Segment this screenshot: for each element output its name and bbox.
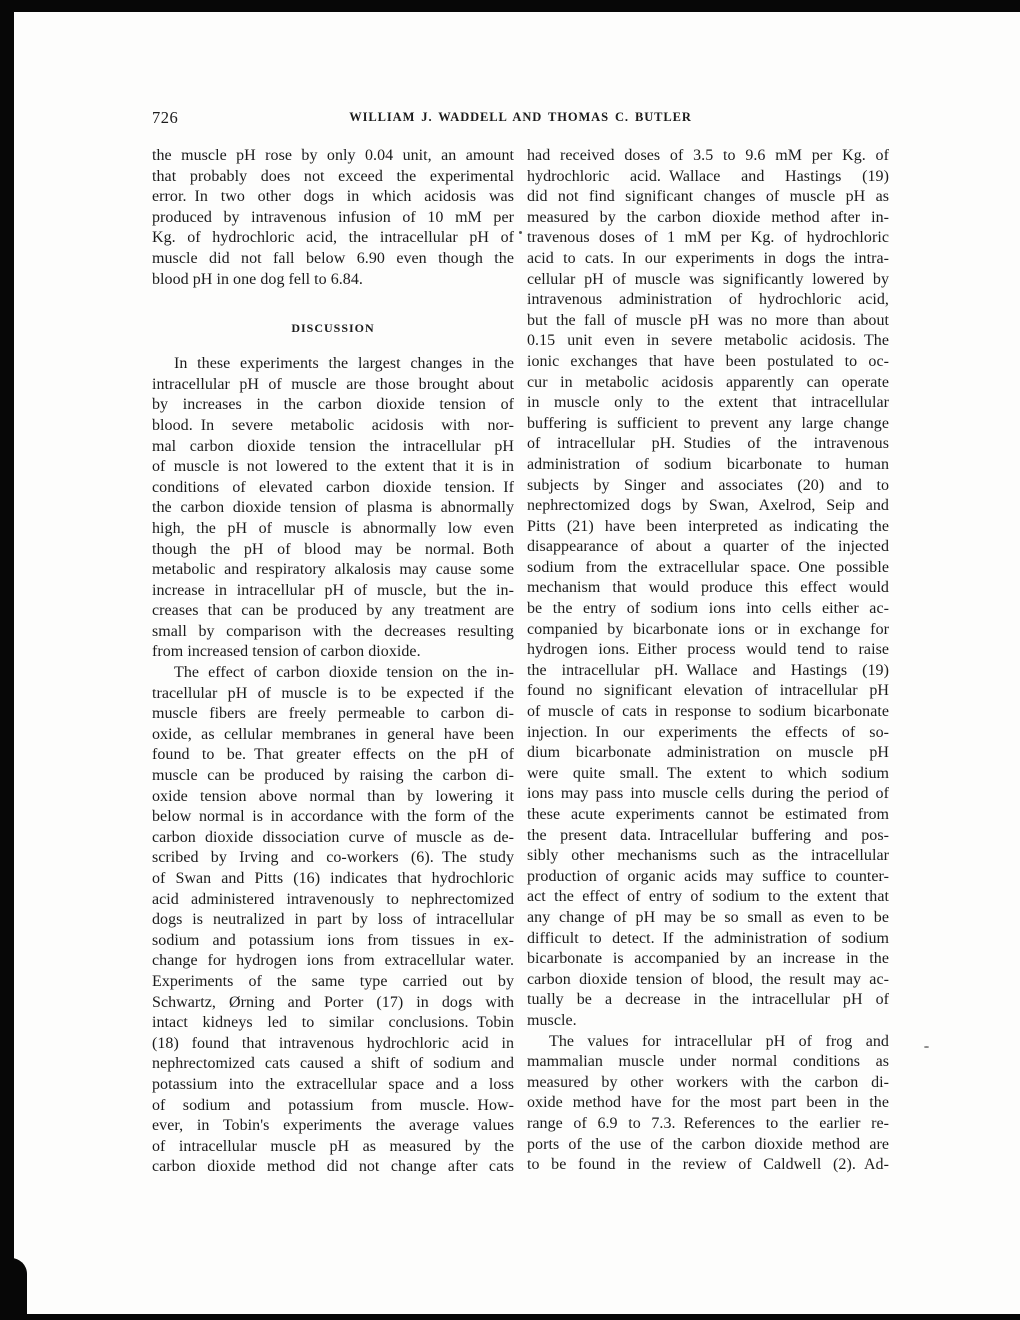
scan-edge-bottom xyxy=(0,1314,1020,1320)
text-line: of muscle is not lowered to the extent that it is in xyxy=(152,458,514,476)
text-line: injection. In our experiments the effects of so- xyxy=(527,723,889,741)
text-line: carbon dioxide method did not change after cats xyxy=(152,1158,514,1176)
text-line: the muscle pH rose by only 0.04 unit, an amount xyxy=(152,147,514,164)
text-line: of muscle of cats in response to sodium bicarbonate xyxy=(527,703,889,721)
text-line: change for hydrogen ions from extracellular water. xyxy=(152,952,514,970)
text-line: acid administered intravenously to nephrectomized xyxy=(152,890,514,908)
text-line: be the entry of sodium ions into cells either ac- xyxy=(527,600,889,618)
text-line: Pitts (21) have been interpreted as indicating the xyxy=(527,517,889,535)
text-line: high, the pH of muscle is abnormally low even xyxy=(152,519,514,537)
text-line: of sodium and potassium from muscle. How- xyxy=(152,1096,514,1114)
text-line: blood. In severe metabolic acidosis with nor- xyxy=(152,416,514,434)
text-line: small by comparison with the decreases resulting xyxy=(152,622,514,640)
text-columns xyxy=(152,146,889,1178)
text-line: ports of the use of the carbon dioxide method are xyxy=(527,1135,889,1153)
text-line: though the pH of blood may be normal. Both xyxy=(152,540,514,558)
text-line: that probably does not exceed the experimental xyxy=(152,167,514,185)
text-line: muscle. xyxy=(527,1011,577,1029)
text-line: measured by other workers with the carbon di- xyxy=(527,1073,889,1091)
text-line: carbon dioxide dissociation curve of muscle as de- xyxy=(152,828,514,846)
text-line: mechanism that would produce this effect would xyxy=(527,579,889,597)
text-line: Kg. of hydrochloric acid, the intracellular pH of xyxy=(152,229,514,247)
text-line: cellular pH of muscle was significantly lowered by xyxy=(527,270,889,288)
text-line: were quite small. The extent to which sodium xyxy=(527,764,889,782)
text-line: carbon dioxide tension of blood, the result may ac- xyxy=(527,970,889,988)
text-line: muscle did not fall below 6.90 even though the xyxy=(152,249,514,267)
text-line: ionic exchanges that have been postulated to oc- xyxy=(527,352,889,370)
text-line: creases that can be produced by any treatment are xyxy=(152,602,514,620)
text-line: these acute experiments cannot be estimated from xyxy=(527,806,889,823)
text-line: conditions of elevated carbon dioxide tension. If xyxy=(152,478,514,496)
text-line: act the effect of entry of sodium to the extent that xyxy=(527,888,889,906)
paragraph xyxy=(527,146,889,1032)
text-line: intracellular pH of muscle are those brought about xyxy=(152,375,514,393)
text-line: travenous doses of 1 mM per Kg. of hydrochloric xyxy=(527,229,889,247)
text-line: muscle can be produced by raising the carbon di- xyxy=(152,767,514,785)
text-line: by increases in the carbon dioxide tension of xyxy=(152,396,514,414)
text-line: The values for intracellular pH of frog and xyxy=(549,1032,889,1050)
text-line: increase in intracellular pH of muscle, but the in- xyxy=(152,581,514,599)
text-line: blood pH in one dog fell to 6.84. xyxy=(152,270,363,288)
text-line: below normal is in accordance with the form of the xyxy=(152,808,514,826)
text-line: error. In two other dogs in which acidosis was xyxy=(152,188,514,206)
section-heading: DISCUSSION xyxy=(291,321,375,336)
text-line: metabolic and respiratory alkalosis may cause some xyxy=(152,561,514,579)
text-line: buffering is sufficient to prevent any large change xyxy=(527,414,889,432)
text-line: mal carbon dioxide tension the intracellular pH xyxy=(152,437,514,455)
text-line: produced by intravenous infusion of 10 mM per xyxy=(152,208,514,226)
text-line: to be found in the review of Caldwell (2). Ad- xyxy=(527,1156,889,1174)
text-line: the carbon dioxide tension of plasma is abnormally xyxy=(152,499,514,517)
text-line: Experiments of the same type carried out by xyxy=(152,972,514,990)
text-line: hydrogen ions. Either process would tend to raise xyxy=(527,641,889,659)
text-line: 0.15 unit even in severe metabolic acidosis. The xyxy=(527,332,889,350)
text-line: found no significant elevation of intracellular pH xyxy=(527,682,889,700)
text-line: Schwartz, Ørning and Porter (17) in dogs with xyxy=(152,993,514,1011)
text-line: (18) found that intravenous hydrochloric acid in xyxy=(152,1034,514,1052)
text-line: the intracellular pH. Wallace and Hastings (19) xyxy=(527,661,889,679)
paragraph xyxy=(152,354,514,663)
text-line: mammalian muscle under normal conditions as xyxy=(527,1053,889,1071)
text-line: ever, in Tobin's experiments the average values xyxy=(152,1117,514,1135)
text-line: The effect of carbon dioxide tension on the in- xyxy=(174,664,514,682)
scan-edge-top xyxy=(0,0,1020,12)
page-number: 726 xyxy=(152,108,179,127)
text-line: scribed by Irving and co-workers (6). The study xyxy=(152,849,514,867)
text-line: cur in metabolic acidosis apparently can operate xyxy=(527,373,889,391)
scan-edge-left xyxy=(0,0,14,1320)
running-header xyxy=(152,108,889,130)
text-line: from increased tension of carbon dioxide. xyxy=(152,643,421,661)
text-line: of Swan and Pitts (16) indicates that hydrochloric xyxy=(152,870,514,887)
running-title: WILLIAM J. WADDELL AND THOMAS C. BUTLER xyxy=(349,110,692,124)
text-line: oxide, as cellular membranes in general have been xyxy=(152,725,514,743)
paragraph xyxy=(527,1032,889,1176)
text-line: hydrochloric acid. Wallace and Hastings (19) xyxy=(527,167,889,185)
column-right xyxy=(527,146,889,1178)
text-line: but the fall of muscle pH was no more than about xyxy=(527,311,889,329)
text-line: any change of pH may be so small as even to be xyxy=(527,908,889,926)
scan-speck xyxy=(924,1046,929,1048)
column-left xyxy=(152,146,514,1178)
text-line: of intracellular muscle pH as measured by the xyxy=(152,1137,514,1155)
text-line: muscle fibers are freely permeable to carbon di- xyxy=(152,705,514,723)
text-line: oxide tension above normal than by lowering it xyxy=(152,787,514,805)
text-line: of intracellular pH. Studies of the intravenous xyxy=(527,435,889,453)
text-line: companied by bicarbonate ions or in exchange for xyxy=(527,620,889,638)
text-line: In these experiments the largest changes in the xyxy=(174,355,514,373)
text-line: sodium from the extracellular space. One possible xyxy=(527,558,889,576)
text-line: intact kidneys led to similar conclusions. Tobin xyxy=(152,1014,514,1032)
text-line: tracellular pH of muscle is to be expected if the xyxy=(152,684,514,702)
paragraph xyxy=(152,663,514,1178)
text-line: range of 6.9 to 7.3. References to the earlier re- xyxy=(527,1114,889,1132)
text-line: sodium and potassium ions from tissues in ex- xyxy=(152,931,514,949)
text-line: nephrectomized dogs by Swan, Axelrod, Seip and xyxy=(527,497,889,515)
text-line: potassium into the extracellular space and a loss xyxy=(152,1075,514,1093)
text-line: disappearance of about a quarter of the injected xyxy=(527,538,889,556)
text-line: production of organic acids may suffice to counter- xyxy=(527,867,889,885)
text-line: difficult to detect. If the administration of sodium xyxy=(527,929,889,947)
text-line: ions may pass into muscle cells during the period of xyxy=(527,785,889,803)
text-line: oxide method have for the most part been in the xyxy=(527,1094,889,1112)
text-line: nephrectomized cats caused a shift of sodium and xyxy=(152,1055,514,1073)
scan-corner-blob xyxy=(0,1258,27,1320)
text-line: bicarbonate is accompanied by an increase in the xyxy=(527,950,889,968)
text-line: tually be a decrease in the intracellular pH of xyxy=(527,991,889,1009)
text-line: the present data. Intracellular buffering and pos- xyxy=(527,826,889,844)
text-line: sibly other mechanisms such as the intracellular xyxy=(527,847,889,865)
text-line: administration of sodium bicarbonate to human xyxy=(527,455,889,473)
text-line: dium bicarbonate administration on muscle pH xyxy=(527,744,889,762)
text-line: did not find significant changes of muscle pH as xyxy=(527,188,889,206)
text-line: dogs is neutralized in part by loss of intracellular xyxy=(152,911,514,929)
text-line: intravenous administration of hydrochloric acid, xyxy=(527,291,889,309)
text-line: acid to cats. In our experiments in dogs the intra- xyxy=(527,249,889,267)
paragraph xyxy=(152,146,514,290)
text-line: subjects by Singer and associates (20) and to xyxy=(527,476,889,494)
text-line: found to be. That greater effects on the pH of xyxy=(152,746,514,764)
text-line: measured by the carbon dioxide method after in- xyxy=(527,208,889,226)
text-line: had received doses of 3.5 to 9.6 mM per Kg. of xyxy=(527,147,889,164)
text-line: in muscle only to the extent that intracellular xyxy=(527,394,889,412)
